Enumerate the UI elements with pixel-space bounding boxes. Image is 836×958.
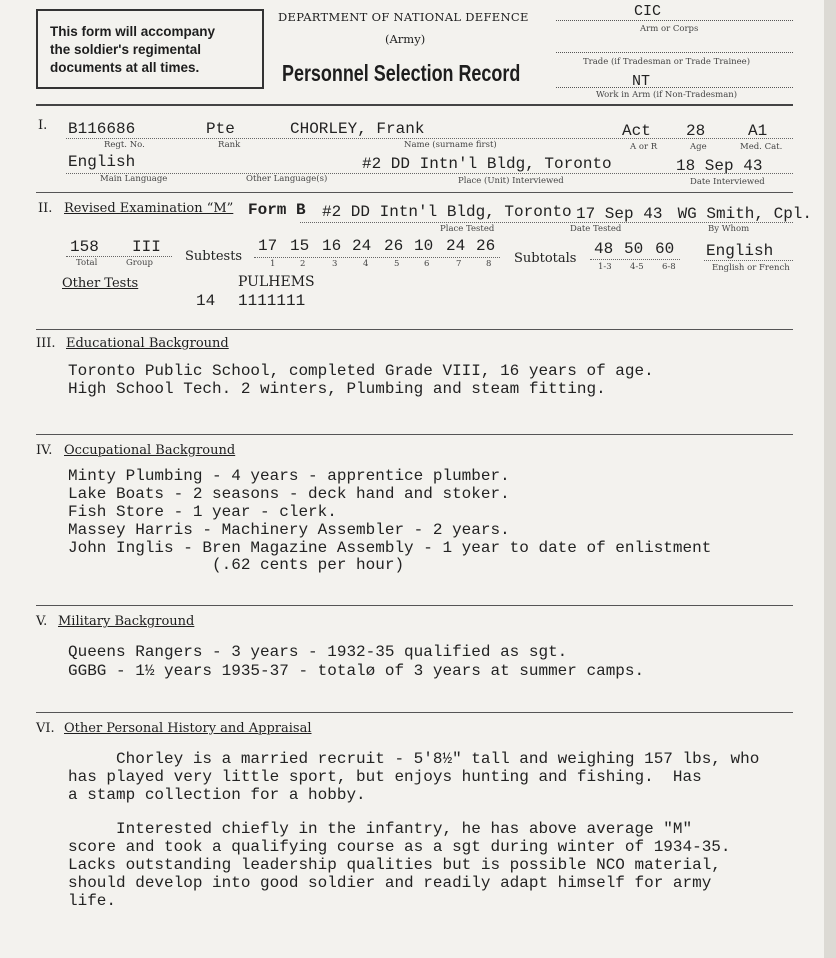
subtest-score: 26 — [384, 237, 404, 255]
section-numeral: V. — [36, 614, 48, 629]
arm-value: CIC — [634, 3, 662, 20]
subtest-number: 7 — [456, 259, 462, 269]
name-label: Name (surname first) — [404, 140, 497, 150]
occupation-line: Fish Store - 1 year - clerk. — [68, 503, 337, 521]
exam-form: Form B — [248, 201, 306, 219]
regt-no-label: Regt. No. — [104, 140, 145, 150]
a-or-r: Act — [622, 122, 651, 140]
section-heading: Military Background — [58, 614, 195, 629]
place-label: Place (Unit) Interviewed — [458, 176, 564, 186]
occupation-line: Lake Boats - 2 seasons - deck hand and stoker. — [68, 485, 510, 503]
arm-label: Arm or Corps — [640, 24, 699, 34]
test-language-label: English or French — [712, 263, 790, 273]
education-line: Toronto Public School, completed Grade VIII, 16 years of age. — [68, 362, 654, 380]
pulhems-value: 1111111 — [238, 292, 306, 310]
section-numeral: IV. — [36, 443, 53, 458]
occupation-line: (.62 cents per hour) — [68, 556, 405, 574]
trade-label: Trade (if Tradesman or Trade Trainee) — [583, 57, 751, 67]
date-tested-label: Date Tested — [570, 224, 622, 234]
total-label: Total — [76, 258, 98, 268]
subtest-score: 17 — [258, 237, 278, 255]
main-language: English — [68, 153, 136, 171]
rank-label: Rank — [218, 140, 241, 150]
subtest-score: 24 — [446, 237, 466, 255]
med-cat: A1 — [748, 122, 768, 140]
soldier-name: CHORLEY, Frank — [290, 120, 425, 138]
section-heading: Occupational Background — [64, 443, 236, 458]
subtest-score: 24 — [352, 237, 372, 255]
date-interviewed: 18 Sep 43 — [676, 157, 763, 175]
subtotal-score: 50 — [624, 240, 644, 258]
other-language-label: Other Language(s) — [246, 174, 328, 184]
notice-line: documents at all times. — [50, 60, 200, 75]
notice-line: the soldier's regimental — [50, 42, 202, 57]
department-branch: (Army) — [385, 32, 426, 46]
med-cat-label: Med. Cat. — [740, 142, 783, 152]
subtest-number: 8 — [486, 259, 492, 269]
total-score: 158 — [70, 238, 99, 256]
subtest-number: 2 — [300, 259, 306, 269]
by-whom: WG Smith, Cpl. — [677, 205, 812, 223]
appraisal-line: Lacks outstanding leadership qualities but is possible NCO material, — [68, 856, 721, 874]
by-whom-label: By Whom — [708, 224, 750, 234]
occupation-line: Minty Plumbing - 4 years - apprentice plumber. — [68, 467, 510, 485]
age: 28 — [686, 122, 706, 140]
subtest-score: 16 — [322, 237, 342, 255]
notice-line: This form will accompany — [50, 24, 216, 39]
main-language-label: Main Language — [100, 174, 168, 184]
appraisal-line: Interested chiefly in the infantry, he has above average "M" — [68, 820, 693, 838]
appraisal-line: life. — [68, 892, 117, 910]
age-label: Age — [690, 142, 707, 152]
group-score: III — [132, 238, 161, 256]
place-tested-label: Place Tested — [440, 224, 495, 234]
subtest-score: 10 — [414, 237, 434, 255]
subtotal-range: 4-5 — [630, 262, 644, 272]
appraisal-line: Chorley is a married recruit - 5'8½" tall and weighing 157 lbs, who — [68, 750, 760, 768]
military-line: Queens Rangers - 3 years - 1932-35 qualified as sgt. — [68, 643, 568, 661]
subtest-score: 26 — [476, 237, 496, 255]
section-heading: Educational Background — [66, 336, 229, 351]
subtest-number: 1 — [270, 259, 276, 269]
department-name: DEPARTMENT OF NATIONAL DEFENCE — [278, 10, 529, 24]
group-label: Group — [126, 258, 153, 268]
work-label: Work in Arm (if Non-Tradesman) — [596, 90, 738, 100]
appraisal-line: score and took a qualifying course as a sgt during winter of 1934-35. — [68, 838, 731, 856]
subtotal-range: 1-3 — [598, 262, 612, 272]
subtotal-score: 60 — [655, 240, 675, 258]
appraisal-line: a stamp collection for a hobby. — [68, 786, 366, 804]
subtests-label: Subtests — [185, 249, 243, 264]
place-interviewed: #2 DD Intn'l Bldg, Toronto — [362, 155, 612, 173]
subtotal-range: 6-8 — [662, 262, 676, 272]
notice-box — [36, 9, 264, 89]
section-numeral: VI. — [36, 721, 55, 736]
other-test-value: 14 — [196, 292, 216, 310]
date-tested: 17 Sep 43 — [576, 205, 663, 223]
subtotal-score: 48 — [594, 240, 614, 258]
subtest-number: 4 — [363, 259, 369, 269]
occupation-line: Massey Harris - Machinery Assembler - 2 years. — [68, 521, 510, 539]
pulhems-label: PULHEMS — [238, 274, 315, 290]
test-language: English — [706, 242, 774, 260]
section-numeral: II. — [38, 201, 53, 216]
appraisal-line: has played very little sport, but enjoys hunting and fishing. Has — [68, 768, 702, 786]
place-tested: #2 DD Intn'l Bldg, Toronto — [322, 203, 572, 221]
page-edge — [824, 0, 836, 958]
subtest-number: 3 — [332, 259, 338, 269]
work-value: NT — [632, 73, 651, 90]
section-heading: Other Personal History and Appraisal — [64, 721, 312, 736]
section-numeral: I. — [38, 118, 48, 133]
occupation-line: John Inglis - Bren Magazine Assembly - 1 year to date of enlistment — [68, 539, 712, 557]
regt-no: B116686 — [68, 120, 136, 138]
section-heading: Revised Examination “M” — [64, 201, 234, 216]
subtest-number: 5 — [394, 259, 400, 269]
section-numeral: III. — [36, 336, 56, 351]
rank: Pte — [206, 120, 235, 138]
military-line: GGBG - 1½ years 1935-37 - totalø of 3 years at summer camps. — [68, 662, 645, 680]
appraisal-line: should develop into good soldier and readily adapt himself for army — [68, 874, 712, 892]
form-title: Personnel Selection Record — [282, 60, 521, 86]
subtest-number: 6 — [424, 259, 430, 269]
date-label: Date Interviewed — [690, 177, 765, 187]
education-line: High School Tech. 2 winters, Plumbing and steam fitting. — [68, 380, 606, 398]
subtest-score: 15 — [290, 237, 310, 255]
other-tests-label: Other Tests — [62, 276, 139, 291]
subtotals-label: Subtotals — [514, 251, 577, 266]
a-or-r-label: A or R — [630, 142, 658, 152]
